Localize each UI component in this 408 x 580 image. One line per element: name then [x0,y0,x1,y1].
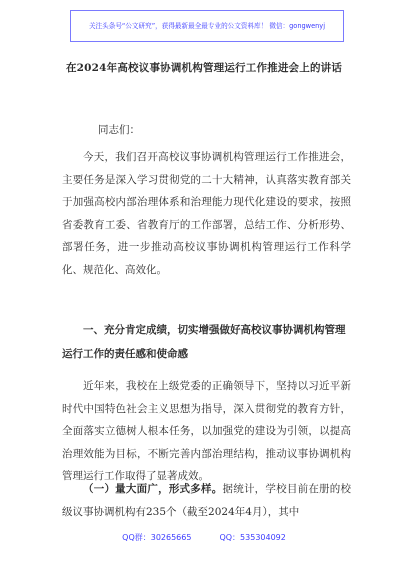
footer-contact [0,532,408,543]
footer-qq: QQ：535304092 [219,533,286,542]
subsection-heading: （一）量大面广，形式多样。 [83,483,223,495]
section-heading-1: 一、充分肯定成绩，切实增强做好高校议事协调机构管理运行工作的责任感和使命感 [62,324,346,360]
document-title: 在2024年高校议事协调机构管理运行工作推进会上的讲话 [65,62,343,74]
body-paragraph: 近年来，我校在上级党委的正确领导下，坚持以习近平新时代中国特色社会主义思想为指导，深入贯彻党的教育方针，全面落实立德树人根本任务，以加强党的建设为引领，以提高治理效能为目标，不断完善内部治理结构，推动议事协调机构管理运行工作取得了显著成效。 [62,380,351,482]
salutation: 同志们： [98,124,140,136]
promo-banner [70,10,344,42]
intro-paragraph: 今天，我们召开高校议事协调机构管理运行工作推进会，主要任务是深入学习贯彻党的二十大精神，认真落实教育部关于加强高校内部治理体系和治理能力现代化建设的要求，按照省委教育工委、省教育厅的工作部署，总结工作、分析形势、部署任务，进一步推动高校议事协调机构管理运行工作科学化、规范化、高效化。 [62,151,351,276]
subsection-text: 据统计，学校目前在册的校级议事协调机构有235个（截至2024年4月），其中 [62,483,352,518]
subsection-paragraph [62,478,351,523]
footer-qq-group: QQ群：30265665 [122,533,192,542]
promo-banner-text: 关注头条号“公文研究”，获得最新最全最专业的公文资料库！ 微信：gongwenyj [88,21,326,30]
